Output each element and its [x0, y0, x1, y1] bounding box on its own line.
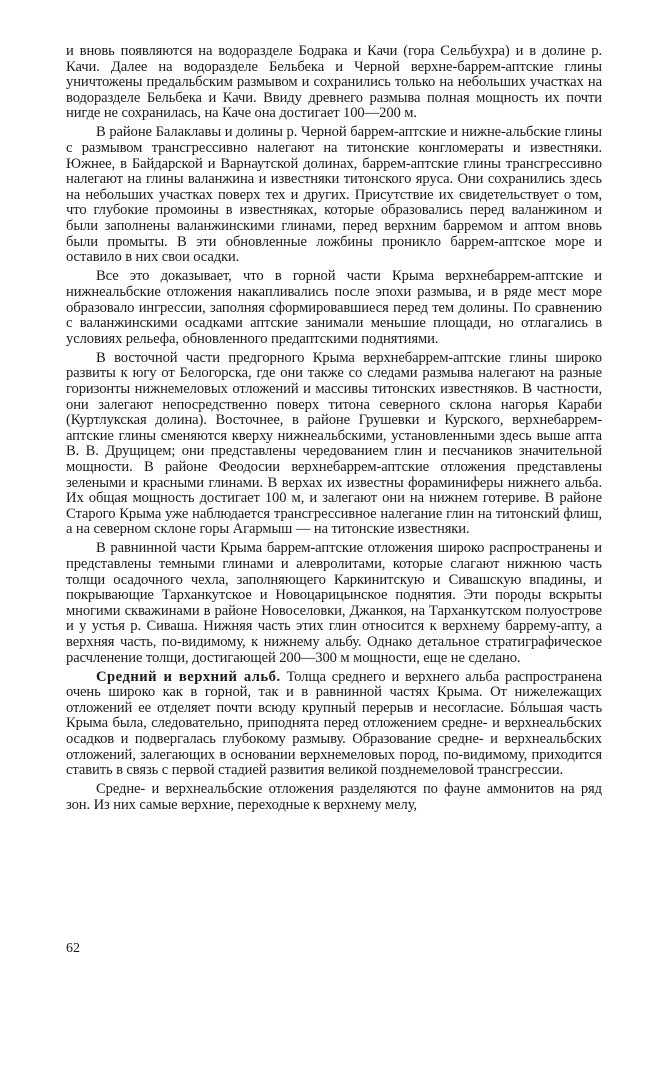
paragraph-6-text: Толща среднего и верхнего альба распространена очень широко как в горной, так и в равнинной частях Крыма. От нижележащих отложений ее отделяет почти всюду крупный перерыв и несогласие. Бóльшая часть Крыма была, следовательно, приподнята перед отложением средне- и верхнеальбских осадков и подвергалась глубокому размыву. Образование средне- и верхнеальбских отложений, залегающих в основании верхнемеловых пород, по-видимому, приходится ставить в связь с первой стадией развития великой позднемеловой трансгрессии.: [66, 668, 602, 779]
page-body: [66, 44, 602, 814]
paragraph-7: Средне- и верхнеальбские отложения разделяются по фауне аммонитов на ряд зон. Из них самые верхние, переходные к верхнему мелу,: [66, 781, 602, 813]
paragraph-5: В равнинной части Крыма баррем-аптские отложения широко распространены и представлены темными глинами и алевролитами, которые слагают нижнюю часть толщи осадочного чехла, заполняющего Каркинитскую и Сивашскую впадины, и покрывающие Тарханкутское и Новоцарицынское поднятия. Эти породы вскрыты многими скважинами в районе Новоселовки, Джанкоя, на Тарханкутском полуострове и у устья р. Сиваша. Нижняя часть этих глин относится к верхнему баррему-апту, а верхняя часть, по-видимому, к нижнему альбу. Однако детальное стратиграфическое расчленение толщи, достигающей 200—300 м мощности, еще не сделано.: [66, 540, 602, 666]
page-number: 62: [66, 941, 80, 956]
paragraph-4: В восточной части предгорного Крыма верхнебаррем-аптские глины широко развиты к югу от Белогорска, где они также со следами размыва налегают на разные горизонты нижнемеловых отложений и массивы титонских известняков. В частности, они залегают непосредственно поверх титона северного склона нагорья Караби (Куртлукская долина). Восточнее, в районе Грушевки и Курского, верхнебаррем-аптские глины сменяются кверху нижнеальбскими, установленными здесь выше апта В. В. Друщицем; они представлены чередованием глин и песчаников значительной мощности. В районе Феодосии верхнебаррем-аптские отложения представлены зелеными и красными глинами. В верхах их известны фораминиферы нижнего альба. Их общая мощность достигает 100 м, и залегают они на нижнем готериве. В районе Старого Крыма уже наблюдается трансгрессивное налегание глин на титонский флиш, а на северном склоне горы Агармыш — на титонские известняки.: [66, 349, 602, 538]
paragraph-2: В районе Балаклавы и долины р. Черной баррем-аптские и нижне-альбские глины с размывом трансгрессивно налегают на титонские конгломераты и известняки. Южнее, в Байдарской и Варнаутской долинах, баррем-аптские глины трансгрессивно налегают на глины валанжина и известняки титонского яруса. Они сохранились здесь на небольших участках поверх тех и других. Присутствие их свидетельствует о том, что глубокие промоины в известняках, которые образовались перед валанжином и были заполнены валанжинскими глинами, перед верхним барремом и аптом вновь были промыты. В эти обновленные ложбины проникло баррем-аптское море и оставило в них свои осадки.: [66, 124, 602, 266]
section-heading: Средний и верхний альб.: [96, 668, 281, 685]
paragraph-6: [66, 670, 602, 779]
paragraph-1: и вновь появляются на водоразделе Бодрака и Качи (гора Сельбухра) и в долине р. Качи. Далее на водоразделе Бельбека и Черной верхне-баррем-аптские глины уничтожены предальбским размывом и сохранились только на небольших участках на водоразделе Бельбека и Качи. Ввиду древнего размыва полная мощность их почти нигде не сохранилась, на Каче она достигает 100—200 м.: [66, 43, 602, 122]
paragraph-3: Все это доказывает, что в горной части Крыма верхнебаррем-аптские и нижнеальбские отложения накапливались после эпохи размыва, и в ряде мест море образовало ингрессии, заполняя сформировавшиеся перед тем долины. По сравнению с валанжинскими осадками аптские занимали меньшие площади, но отлагались в условиях рельефа, обновленного предаптскими поднятиями.: [66, 268, 602, 347]
